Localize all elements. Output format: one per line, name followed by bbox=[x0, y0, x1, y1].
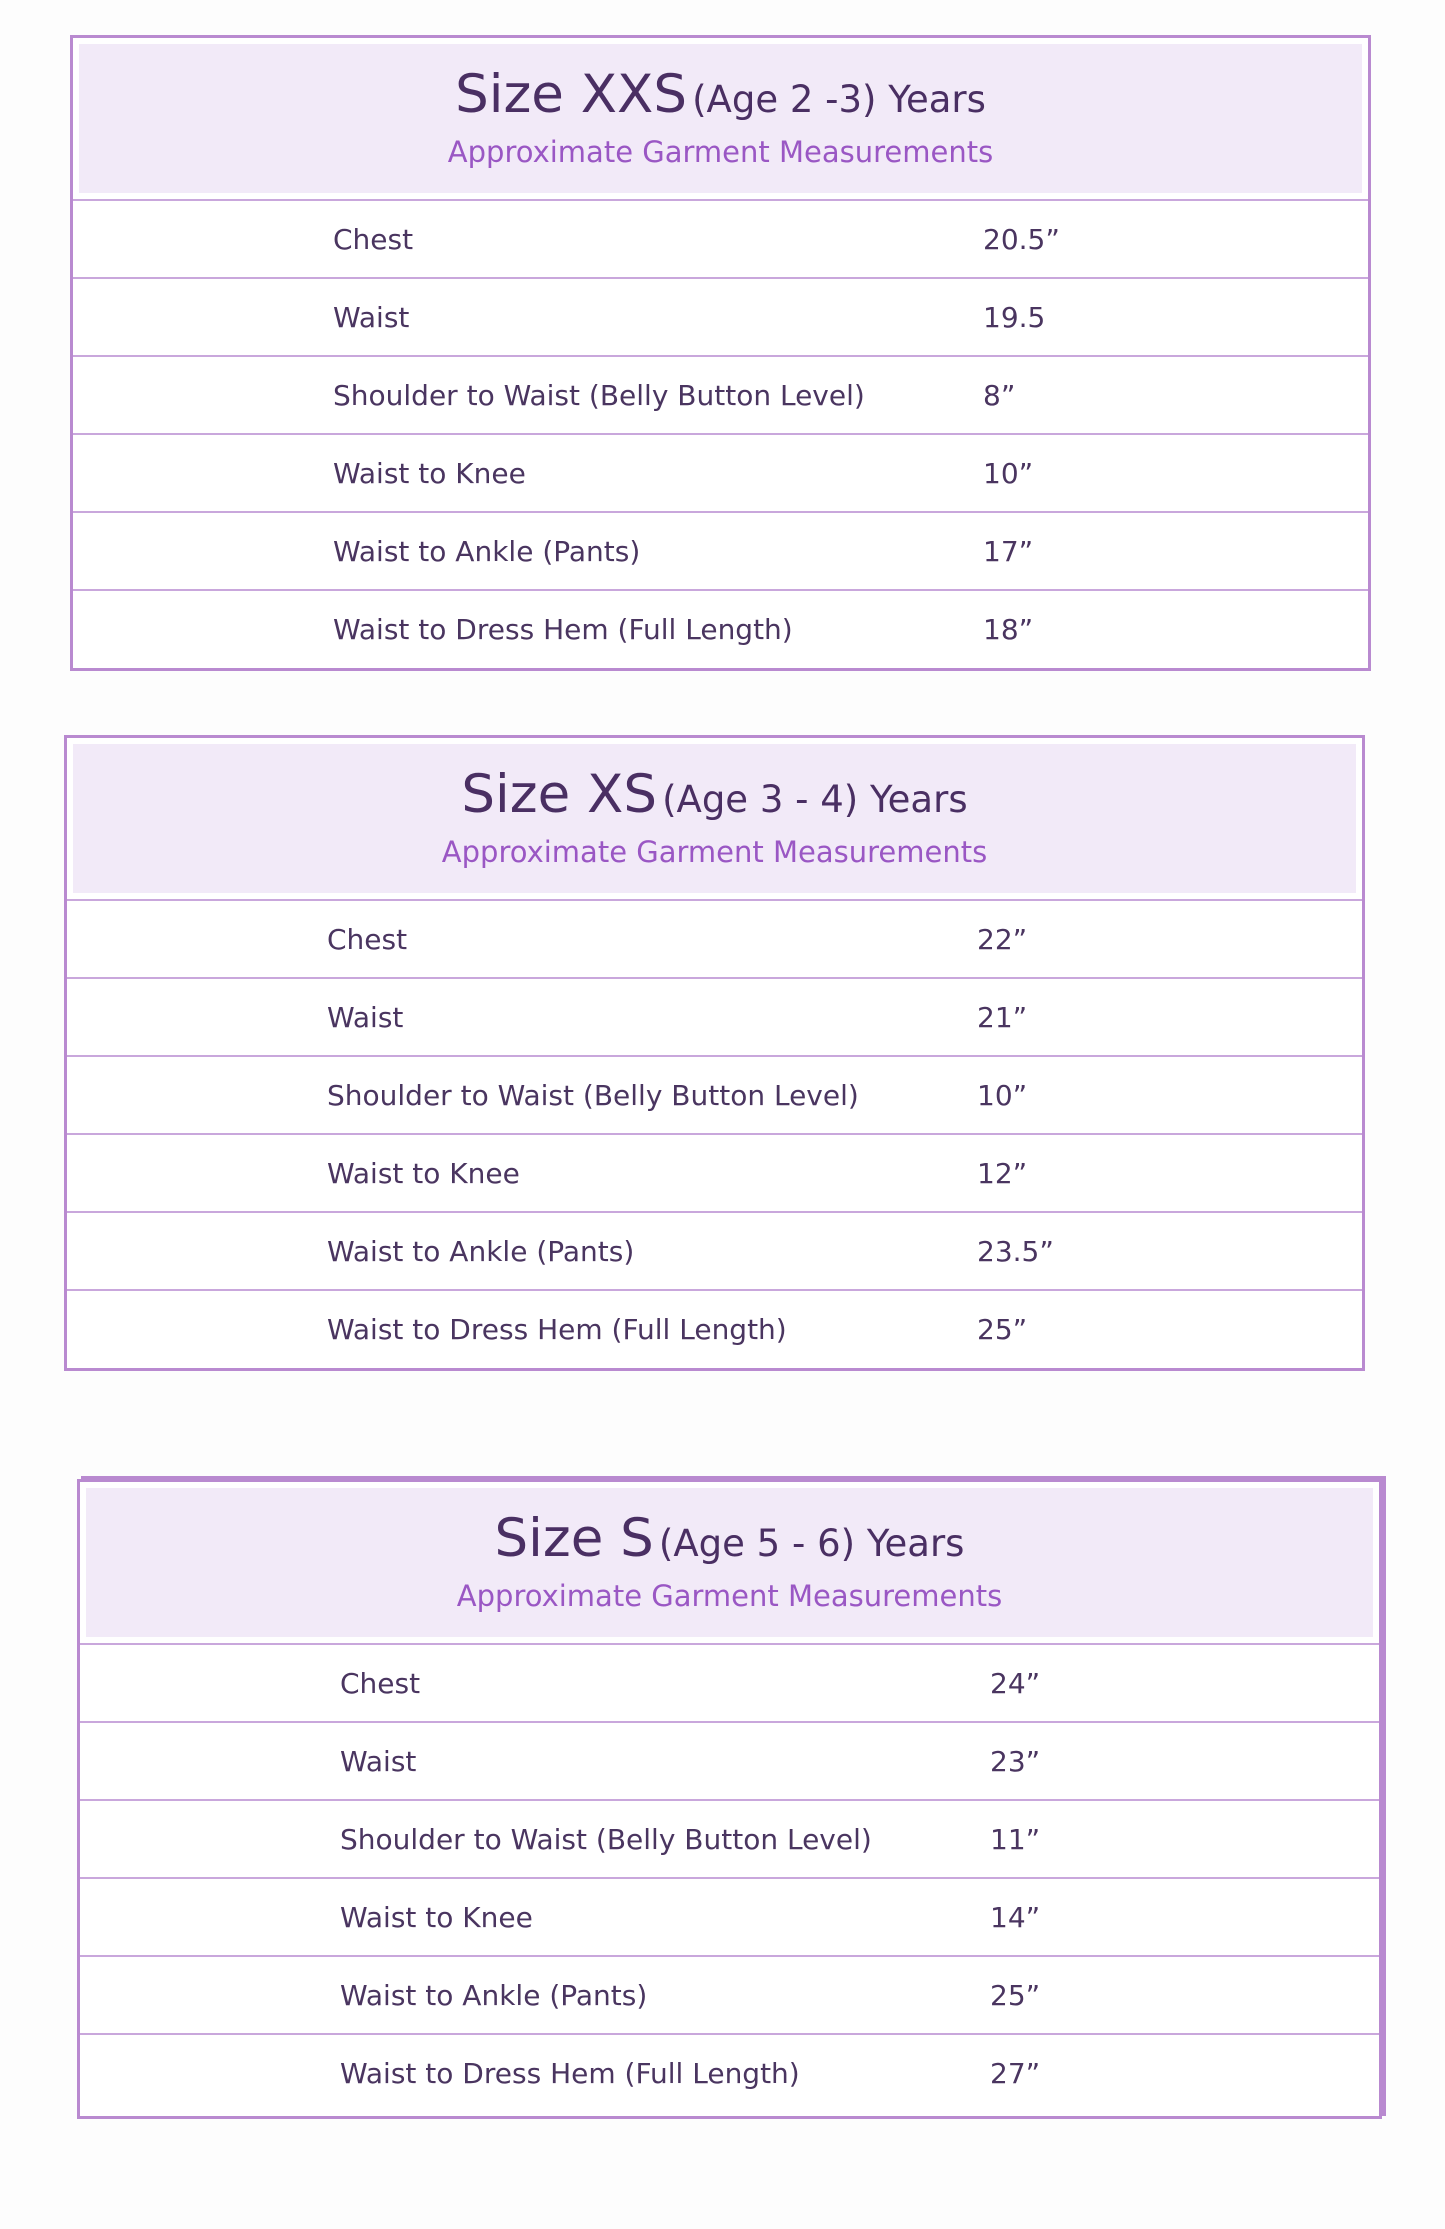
size-chart-s bbox=[77, 1479, 1382, 2119]
measurement-label: Waist to Ankle (Pants) bbox=[327, 1235, 635, 1268]
measurement-value: 21” bbox=[977, 1001, 1028, 1034]
measurement-value: 25” bbox=[977, 1313, 1028, 1346]
measurement-value: 23” bbox=[990, 1745, 1041, 1778]
age-range: (Age 3 - 4) Years bbox=[662, 778, 968, 821]
table-row bbox=[73, 589, 1368, 667]
measurement-value: 17” bbox=[983, 535, 1034, 568]
size-chart-xxs bbox=[70, 35, 1371, 671]
measurement-value: 8” bbox=[983, 379, 1016, 412]
measurement-value: 10” bbox=[983, 457, 1034, 490]
table-row bbox=[80, 1799, 1379, 1877]
measurement-value: 25” bbox=[990, 1979, 1041, 2012]
chart-title bbox=[73, 764, 1356, 825]
measurement-value: 11” bbox=[990, 1823, 1041, 1856]
chart-subtitle: Approximate Garment Measurements bbox=[456, 1579, 1003, 1613]
table-row bbox=[73, 277, 1368, 355]
chart-subtitle: Approximate Garment Measurements bbox=[441, 835, 988, 869]
measurement-label: Shoulder to Waist (Belly Button Level) bbox=[327, 1079, 859, 1112]
measurement-label: Waist bbox=[333, 301, 410, 334]
measurement-label: Waist to Knee bbox=[340, 1901, 533, 1934]
table-row bbox=[80, 2033, 1379, 2111]
measurement-label: Waist to Knee bbox=[327, 1157, 520, 1190]
chart-header bbox=[79, 44, 1362, 193]
measurement-value: 22” bbox=[977, 923, 1028, 956]
measurement-label: Waist to Knee bbox=[333, 457, 526, 490]
measurement-value: 20.5” bbox=[983, 223, 1060, 256]
size-label: Size XS bbox=[461, 764, 657, 825]
measurement-label: Shoulder to Waist (Belly Button Level) bbox=[333, 379, 865, 412]
table-row bbox=[67, 1055, 1362, 1133]
measurement-label: Shoulder to Waist (Belly Button Level) bbox=[340, 1823, 872, 1856]
age-range: (Age 5 - 6) Years bbox=[658, 1522, 965, 1565]
measurement-rows bbox=[80, 1643, 1379, 2111]
measurement-label: Waist to Dress Hem (Full Length) bbox=[340, 2057, 800, 2090]
measurement-label: Waist to Ankle (Pants) bbox=[340, 1979, 648, 2012]
size-label: Size XXS bbox=[455, 64, 688, 125]
table-row bbox=[67, 1133, 1362, 1211]
measurement-rows bbox=[73, 199, 1368, 667]
table-row bbox=[80, 1643, 1379, 1721]
measurement-value: 23.5” bbox=[977, 1235, 1054, 1268]
measurement-value: 27” bbox=[990, 2057, 1041, 2090]
measurement-label: Waist to Dress Hem (Full Length) bbox=[327, 1313, 787, 1346]
age-range: (Age 2 -3) Years bbox=[692, 78, 986, 121]
measurement-label: Waist to Dress Hem (Full Length) bbox=[333, 613, 793, 646]
measurement-value: 14” bbox=[990, 1901, 1041, 1934]
table-row bbox=[80, 1955, 1379, 2033]
measurement-label: Chest bbox=[327, 923, 408, 956]
table-row bbox=[73, 511, 1368, 589]
measurement-value: 12” bbox=[977, 1157, 1028, 1190]
table-row bbox=[73, 199, 1368, 277]
table-row bbox=[67, 1211, 1362, 1289]
size-label: Size S bbox=[494, 1508, 654, 1569]
size-chart-xs bbox=[64, 735, 1365, 1371]
chart-header bbox=[73, 744, 1356, 893]
chart-subtitle: Approximate Garment Measurements bbox=[447, 135, 994, 169]
table-row bbox=[73, 355, 1368, 433]
table-row bbox=[67, 977, 1362, 1055]
measurement-value: 24” bbox=[990, 1667, 1041, 1700]
chart-header bbox=[86, 1488, 1373, 1637]
measurement-label: Waist bbox=[327, 1001, 404, 1034]
table-row bbox=[67, 899, 1362, 977]
measurement-value: 19.5 bbox=[983, 301, 1046, 334]
table-row bbox=[67, 1289, 1362, 1367]
measurement-rows bbox=[67, 899, 1362, 1367]
measurement-label: Chest bbox=[333, 223, 414, 256]
chart-title bbox=[79, 64, 1362, 125]
table-row bbox=[80, 1721, 1379, 1799]
measurement-label: Chest bbox=[340, 1667, 421, 1700]
chart-title bbox=[86, 1508, 1373, 1569]
table-row bbox=[80, 1877, 1379, 1955]
measurement-label: Waist to Ankle (Pants) bbox=[333, 535, 641, 568]
measurement-value: 10” bbox=[977, 1079, 1028, 1112]
measurement-label: Waist bbox=[340, 1745, 417, 1778]
table-row bbox=[73, 433, 1368, 511]
measurement-value: 18” bbox=[983, 613, 1034, 646]
